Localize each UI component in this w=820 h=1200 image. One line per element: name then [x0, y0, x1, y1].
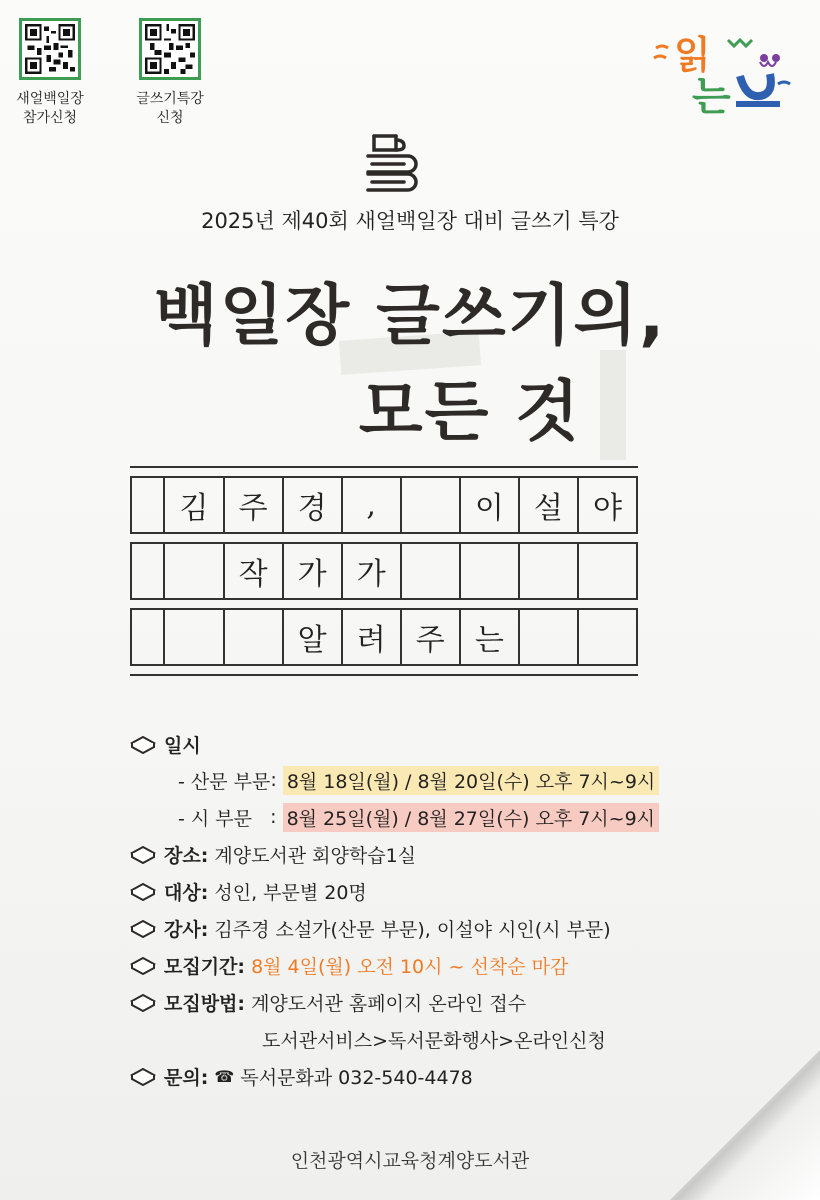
info-label: 문의:: [164, 1066, 209, 1089]
info-value: 계양도서관 회양학습1실: [214, 844, 417, 867]
grid-cell: [165, 610, 224, 664]
info-sub-label: - 산문 부문: [178, 770, 271, 793]
info-target: [130, 877, 367, 905]
qr-label-line1: 글쓰기특강: [136, 91, 204, 107]
book-stack-icon: [360, 130, 420, 196]
grid-cell: 는: [461, 610, 520, 664]
info-label: 강사:: [164, 918, 209, 941]
info-value: 8월 4일(월) 오전 10시 ~ 선착순 마감: [251, 955, 569, 978]
book-icon: [130, 734, 156, 754]
grid-cell: [225, 610, 284, 664]
qr-code-icon[interactable]: [139, 18, 201, 80]
grid-cell: 려: [343, 610, 402, 664]
grid-cell: 가: [284, 544, 343, 598]
book-icon: [130, 918, 156, 938]
book-icon: [130, 992, 156, 1012]
grid-cell: 작: [225, 544, 284, 598]
svg-text:읽: 읽: [674, 33, 711, 77]
info-period: [130, 951, 568, 979]
qr-label-line2: 참가신청: [22, 110, 78, 126]
grid-cell: [132, 478, 165, 532]
qr-block-writing-lecture[interactable]: [110, 18, 230, 128]
info-value: 계양도서관 홈페이지 온라인 접수: [251, 992, 527, 1015]
info-contact: [130, 1062, 473, 1090]
grid-cell: 야: [579, 478, 638, 532]
info-method: [130, 988, 526, 1016]
phone-icon: ☎: [214, 1066, 235, 1086]
grid-cell: [520, 544, 579, 598]
info-date: [130, 730, 201, 758]
qr-label: [110, 90, 230, 128]
page-title-line2: 모든 것: [358, 373, 582, 450]
info-label: 일시: [164, 734, 201, 757]
grid-cell: [132, 610, 165, 664]
grid-cell: 경: [284, 478, 343, 532]
page-title-line1: 백일장 글쓰기의,: [153, 277, 667, 354]
info-label: 모집방법:: [164, 992, 246, 1015]
grid-cell: 설: [520, 478, 579, 532]
book-icon: [130, 881, 156, 901]
info-value: 성인, 부문별 20명: [214, 881, 367, 904]
info-sub-label: - 시 부문: [178, 807, 252, 830]
grid-cell: 가: [343, 544, 402, 598]
info-sub-value: 8월 18일(월) / 8월 20일(수) 오후 7시~9시: [283, 766, 659, 795]
event-subtitle: 2025년 제40회 새얼백일장 대비 글쓰기 특강: [201, 209, 619, 233]
grid-cell: [461, 544, 520, 598]
reading-logo-icon: [652, 18, 792, 118]
grid-cell: [132, 544, 165, 598]
qr-label: [0, 90, 110, 128]
qr-label-line2: 신청: [156, 110, 184, 126]
grid-cell: [520, 610, 579, 664]
grid-cell: 김: [165, 478, 224, 532]
grid-cell: 주: [225, 478, 284, 532]
page-curl: [670, 1050, 820, 1200]
grid-cell: ,: [343, 478, 402, 532]
grid-cell: [402, 478, 461, 532]
qr-block-baekiljang[interactable]: [0, 18, 110, 128]
grid-cell: 이: [461, 478, 520, 532]
organizer-name: 인천광역시교육청계양도서관: [290, 1150, 530, 1172]
grid-cell: [579, 544, 638, 598]
grid-cell: 알: [284, 610, 343, 664]
grid-cell: [579, 610, 638, 664]
info-lecturer: [130, 914, 611, 942]
info-value: 김주경 소설가(산문 부문), 이설야 시인(시 부문): [214, 918, 611, 941]
manuscript-grid: [130, 466, 638, 676]
info-place: [130, 840, 416, 868]
grid-cell: 주: [402, 610, 461, 664]
book-icon: [130, 1066, 156, 1086]
book-icon: [130, 844, 156, 864]
grid-cell: [165, 544, 224, 598]
qr-code-icon[interactable]: [19, 18, 81, 80]
grid-row: [130, 478, 638, 532]
info-date-prose: - 산문 부문 : 8월 18일(월) / 8월 20일(수) 오후 7시~9시: [178, 766, 659, 794]
grid-cell: [402, 544, 461, 598]
info-method-path: 도서관서비스>독서문화행사>온라인신청: [262, 1029, 606, 1052]
grid-rule: [130, 674, 638, 676]
info-value: 독서문화과 032-540-4478: [240, 1066, 473, 1089]
book-icon: [130, 955, 156, 975]
grid-row: [130, 610, 638, 664]
qr-label-line1: 새얼백일장: [16, 91, 84, 107]
info-label: 장소:: [164, 844, 209, 867]
svg-text:는: 는: [692, 74, 731, 118]
grid-row: [130, 544, 638, 598]
info-label: 모집기간:: [164, 955, 246, 978]
info-sub-value: 8월 25일(월) / 8월 27일(수) 오후 7시~9시: [283, 803, 659, 832]
info-date-poetry: - 시 부문 : 8월 25일(월) / 8월 27일(수) 오후 7시~9시: [178, 803, 659, 831]
info-label: 대상:: [164, 881, 209, 904]
